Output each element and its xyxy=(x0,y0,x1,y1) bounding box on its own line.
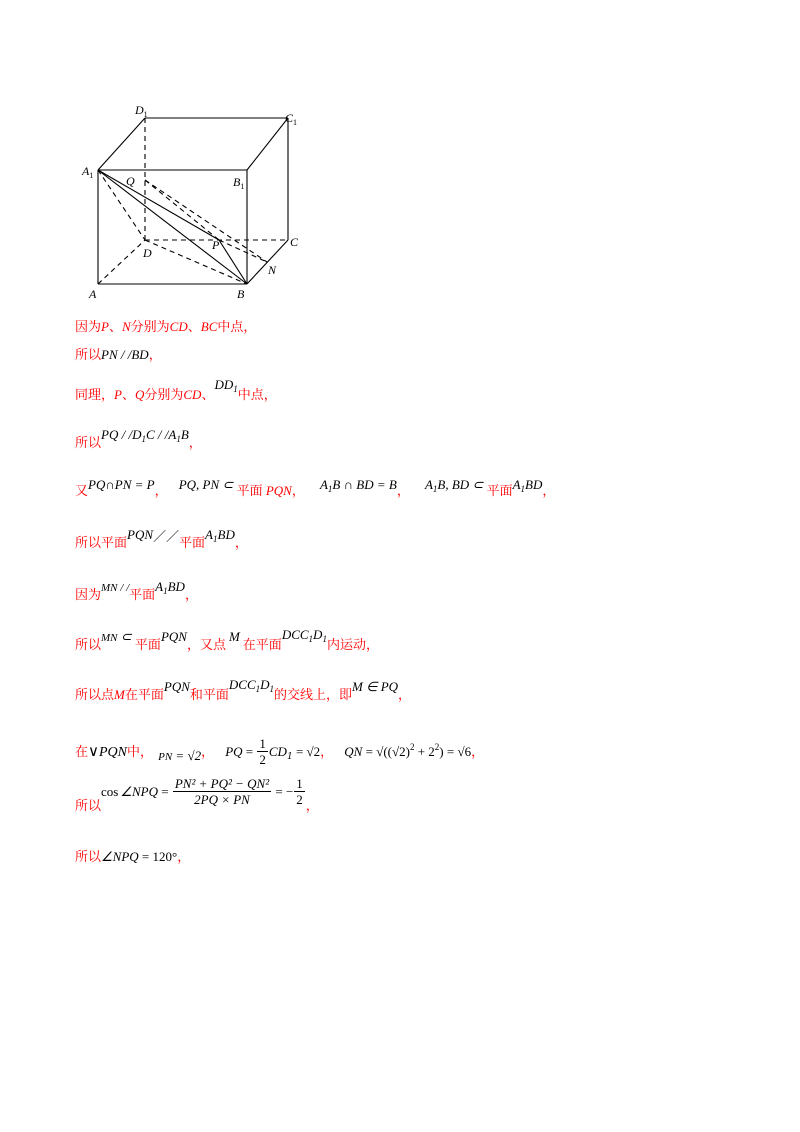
label-B1: $B_1$ xyxy=(233,175,245,191)
cube-figure xyxy=(78,98,318,308)
line-8: 所以$^{MN \subset}$ 平面$^{PQN}$，又点$^M$在平面$^{DCC_1D_1}$内运动， xyxy=(75,627,379,653)
seg-D-B xyxy=(145,240,247,284)
edge-A-D xyxy=(98,240,145,284)
edge-B1-C1 xyxy=(247,118,288,170)
line-9: 所以点M在平面$^{PQN}$和平面$^{DCC_1D_1}$的交线上，即$^{M \in PQ}$， xyxy=(75,677,412,703)
line-10: 在∨PQN中， $_{PN = √2}$， PQ = $\frac{1}{2}$ $CD_1 = √2$， QN = $√((√2)^2 + 2^2) = √6$， xyxy=(75,736,485,767)
line-12: 所以∠NPQ = 120°， xyxy=(75,849,191,865)
label-C1: $C_1$ xyxy=(285,111,298,127)
line-6: 所以平面$^{PQN//}$平面$^{A_1BD}$， xyxy=(75,527,248,551)
seg-Q-N xyxy=(145,180,267,262)
label-P: P xyxy=(212,238,220,252)
seg-A1-B xyxy=(98,170,247,284)
seg-A1-P xyxy=(98,170,219,240)
label-Q: Q xyxy=(126,174,135,188)
fraction-half: $\frac{1}{2}$ xyxy=(259,736,266,767)
fraction-cos: $\frac{\text{PN² + PQ² − QN²}}{2PQ \times PN}$ xyxy=(174,776,270,807)
line-7: 因为$^{MN / /}$平面$^{A_1BD}$， xyxy=(75,579,198,603)
label-N: N xyxy=(268,263,277,277)
label-B: B xyxy=(237,287,245,301)
label-D: D xyxy=(143,246,152,260)
line-5: 又$^{PQ\cap PN = P}$， $^{PQ, PN \subset}$ 平面 PQN， $^{A_1B \cap BD = B}$， $^{A_1B, BD \subset}$ 平面$^{A_1BD}$， xyxy=(75,477,556,499)
fraction-half-2: $\frac{1}{2}$ xyxy=(296,776,303,807)
seg-Q-P xyxy=(145,180,219,240)
seg-B-P xyxy=(219,240,247,284)
line-4: 所以$^{PQ / /D_1C / /A_1B}$， xyxy=(75,427,202,451)
label-D1: $D_1$ xyxy=(135,103,148,119)
edge-A1-D1 xyxy=(98,118,145,170)
line-1: 因为P、N分别为CD、BC中点， xyxy=(75,319,257,335)
label-C: C xyxy=(290,235,299,249)
line-3: 同理，P、Q分别为CD、$^{DD_1}$中点， xyxy=(75,377,277,403)
line-11: $_{所以}$cos ∠NPQ = $\frac{\text{PN² + PQ² − QN²}}{2PQ \times PN}$ = − $\frac{1}{2}$ $_,$ xyxy=(75,776,319,814)
label-A: A xyxy=(89,287,97,301)
seg-A1-D xyxy=(98,170,145,240)
edge-B-C xyxy=(247,240,288,284)
label-A1: $A_1$ xyxy=(82,164,94,180)
line-2: 所以PN / /BD， xyxy=(75,347,162,363)
